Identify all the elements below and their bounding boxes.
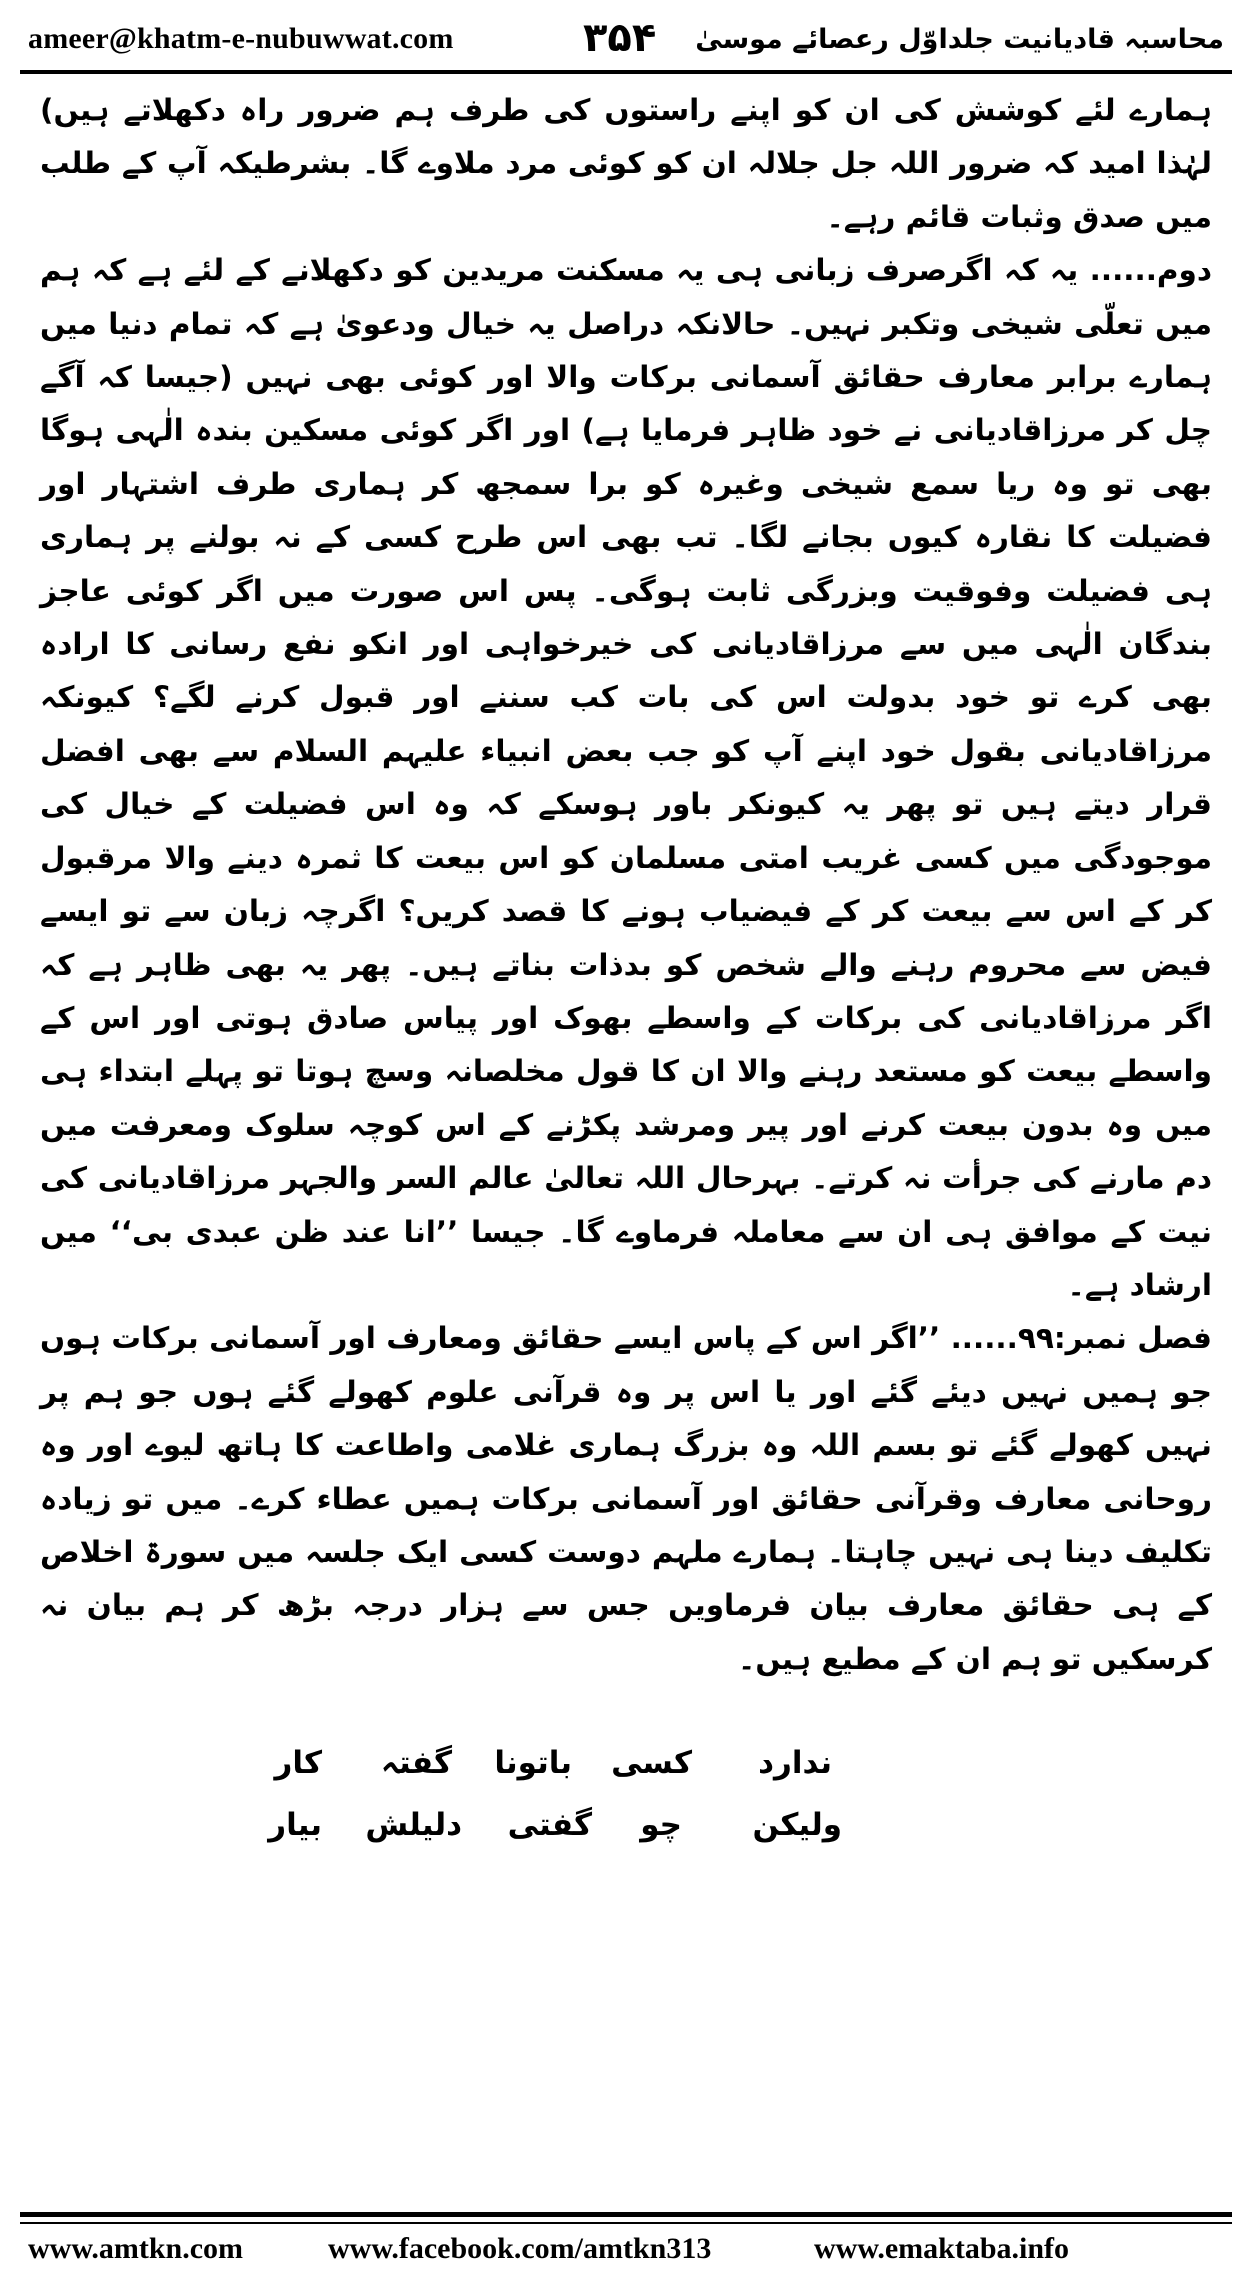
page-footer: [28, 2232, 1224, 2272]
footer-link-amtkn[interactable]: www.amtkn.com: [28, 2232, 243, 2265]
couplet-word: گفتہ: [380, 1745, 452, 1781]
paragraph-second-point: دوم...... یہ کہ اگرصرف زبانی ہی یہ مسکنت مریدین کو دکھلانے کے لئے ہے کہ ہم میں تعلّی شیخی وتکبر نہیں۔ حالانکہ دراصل یہ خیال ودعویٰ ہے کہ تمام دنیا میں ہمارے برابر معارف حقائق آسمانی برکات والا اور کوئی بھی نہیں (جیسا کہ آگے چل کر مرزاقادیانی نے خود ظاہر فرمایا ہے) اور اگر کوئی مسکین بندہ الٰہی ہوگا بھی تو وہ ریا سمع شیخی وغیرہ کو برا سمجھ کر ہماری طرف اشتہار اور فضیلت کا نقارہ کیوں بجانے لگا۔ تب بھی اس طرح کسی کے نہ بولنے پر ہماری ہی فضیلت وفوقیت وبزرگی ثابت ہوگی۔ پس اس صورت میں اگر کوئی عاجز بندگان الٰہی میں سے مرزاقادیانی کی خیرخواہی اور انکو نفع رسانی کا ارادہ بھی کرے تو خود بدولت اس کی بات کب سننے اور قبول کرنے لگے؟ کیونکہ مرزاقادیانی بقول خود اپنے آپ کو جب بعض انبیاء علیہم السلام سے بھی افضل قرار دیتے ہیں تو پھر یہ کیونکر باور ہوسکے کہ وہ اس فضیلت کے خیال کی موجودگی میں کسی غریب امتی مسلمان کو اس بیعت کا ثمرہ دینے والا مرقبول کر کے اس سے بیعت کر کے فیضیاب ہونے کا قصد کریں؟ اگرچہ زبان سے تو ایسے فیض سے محروم رہنے والے شخص کو بدذات بناتے ہیں۔ پھر یہ بھی ظاہر ہے کہ اگر مرزاقادیانی کی برکات کے واسطے بھوک اور پیاس صادق ہوتی اور اس کے واسطے بیعت کو مستعد رہنے والا ان کا قول مخلصانہ وسچ ہوتا تو پہلے ابتداء ہی میں وہ بدون بیعت کرنے اور پیر ومرشد پکڑنے کے اس کوچہ سلوک ومعرفت میں دم مارنے کی جرأت نہ کرتے۔ بہرحال اللہ تعالیٰ عالم السر والجہر مرزاقادیانی کی نیت کے موافق ہی ان سے معاملہ فرماوے گا۔ جیسا ’’انا عند ظن عبدی بی‘‘ میں ارشاد ہے۔: [40, 253, 1212, 1302]
couplet-word: ندارد: [758, 1745, 832, 1781]
couplet-word: کار: [274, 1745, 322, 1781]
couplet-word: چو: [640, 1807, 682, 1843]
page-header: [28, 14, 1224, 66]
footer-divider-thick: [20, 2212, 1232, 2217]
footer-divider-thin: [20, 2222, 1232, 2224]
footer-link-facebook[interactable]: www.facebook.com/amtkn313: [328, 2232, 712, 2265]
couplet-word: گفتی: [507, 1807, 592, 1843]
header-divider: [20, 70, 1232, 74]
couplet-word: کسی: [611, 1745, 692, 1781]
book-title: محاسبہ قادیانیت جلداوّل رعصائے موسیٰ: [695, 24, 1224, 55]
paragraph-intro: ہمارے لئے کوشش کی ان کو اپنے راستوں کی طرف ہم ضرور راہ دکھلاتے ہیں) لہٰذا امید کہ ضرور اللہ جل جلالہ ان کو کوئی مرد ملاوے گا۔ بشرطیکہ آپ کے طلب میں صدق وثبات قائم رہے۔: [40, 93, 1212, 234]
body-text: [40, 84, 1212, 1686]
couplet-word: بیار: [268, 1807, 322, 1843]
paragraph-section-99: فصل نمبر:۹۹...... ’’اگر اس کے پاس ایسے حقائق ومعارف اور آسمانی برکات ہوں جو ہمیں نہیں دیئے گئے اور یا اس پر وہ قرآنی علوم کھولے گئے ہوں جو ہم پر نہیں کھولے گئے تو بسم اللہ وہ بزرگ ہماری غلامی واطاعت کا ہاتھ لیوے اور وہ روحانی معارف وقرآنی حقائق اور آسمانی برکات ہمیں عطاء کرے۔ میں تو زیادہ تکلیف دینا ہی نہیں چاہتا۔ ہمارے ملہم دوست کسی ایک جلسہ میں سورۃ اخلاص کے ہی حقائق معارف بیان فرماویں جس سے ہزار درجہ بڑھ کر ہم بیان نہ کرسکیں تو ہم ان کے مطیع ہیں۔: [40, 1321, 1212, 1676]
couplet-line-2: [0, 1807, 1252, 1869]
footer-link-emaktaba[interactable]: www.emaktaba.info: [814, 2232, 1070, 2265]
couplet-word: ولیکن: [752, 1807, 842, 1843]
couplet-word: دلیلش: [365, 1807, 462, 1843]
page-number: ۳۵۴: [583, 15, 657, 61]
persian-couplet: [0, 1745, 1252, 1869]
header-email: ameer@khatm-e-nubuwwat.com: [28, 22, 454, 55]
couplet-line-1: [0, 1745, 1252, 1807]
couplet-word: باتونا: [494, 1745, 572, 1781]
